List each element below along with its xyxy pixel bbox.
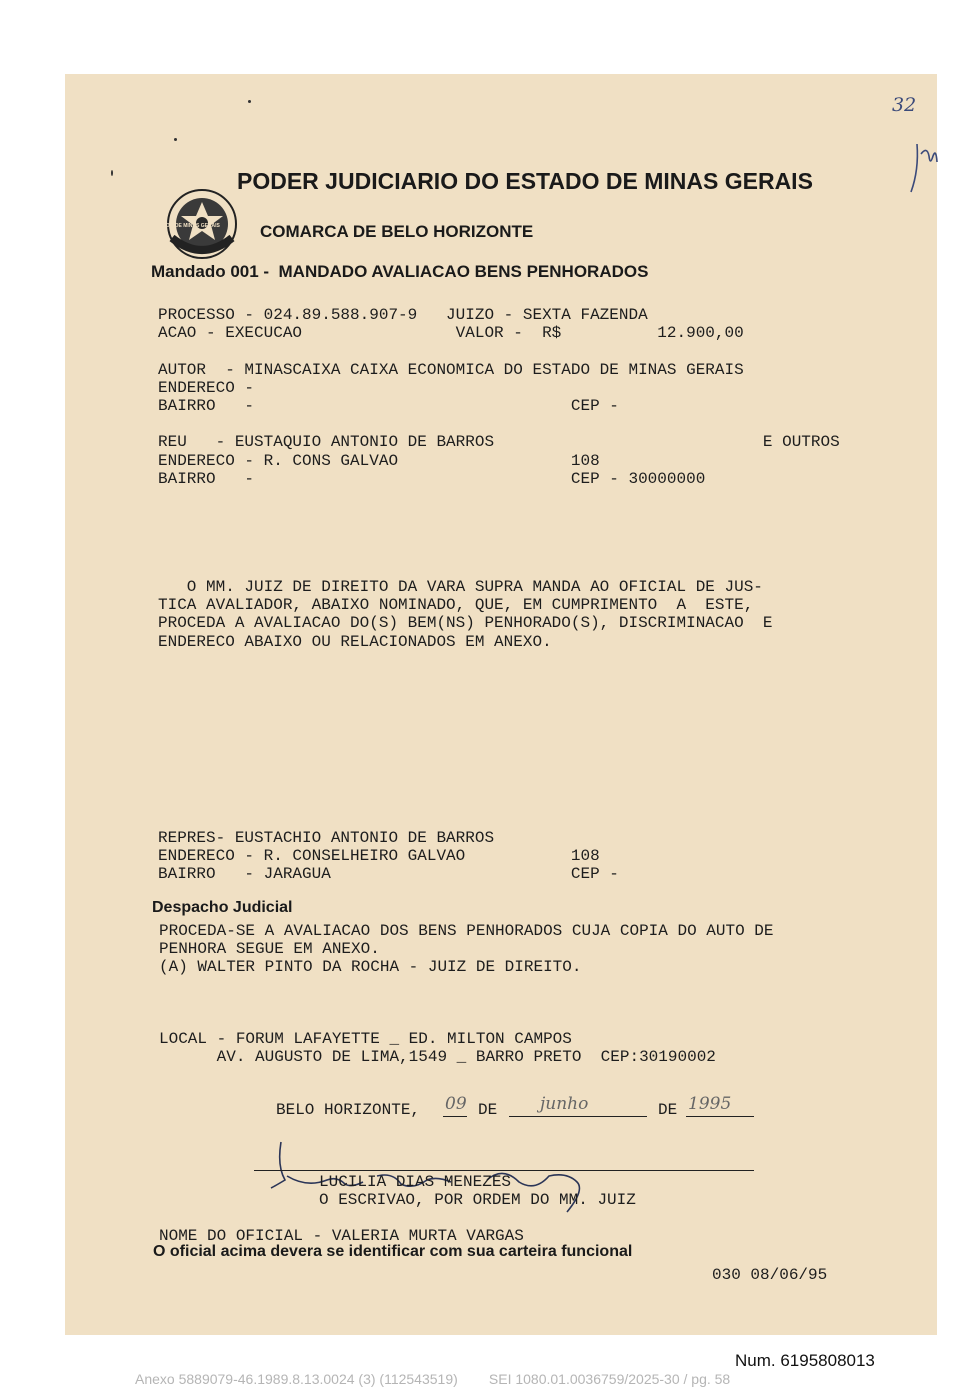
- repres-line: REPRES- EUSTACHIO ANTONIO DE BARROS: [158, 829, 495, 847]
- despacho-heading: Despacho Judicial: [152, 899, 293, 916]
- seal-text: ESTADO DE MINAS GERAIS: [153, 223, 220, 229]
- initials-mark: [884, 122, 943, 203]
- local-line-2: AV. AUGUSTO DE LIMA,1549 _ BARRO PRETO CEP:30190002: [159, 1048, 716, 1066]
- oficial-warning: O oficial acima devera se identificar com sua carteira funcional: [153, 1243, 633, 1260]
- repres-endereco: ENDERECO - R. CONSELHEIRO GALVAO 108: [158, 847, 600, 865]
- date-de-1: DE: [478, 1101, 498, 1119]
- date-city: BELO HORIZONTE,: [276, 1101, 421, 1119]
- autor-line: AUTOR - MINASCAIXA CAIXA ECONOMICA DO ESTADO DE MINAS GERAIS: [158, 361, 744, 379]
- date-year: 1995: [688, 1094, 732, 1114]
- acao-line: ACAO - EXECUCAO VALOR - R$ 12.900,00: [158, 324, 744, 342]
- despacho-line-2: PENHORA SEGUE EM ANEXO.: [159, 940, 380, 958]
- body-line-4: ENDERECO ABAIXO OU RELACIONADOS EM ANEXO.: [158, 633, 552, 651]
- autor-endereco: ENDERECO -: [158, 379, 255, 397]
- footer-reference: Anexo 5889079-46.1989.8.13.0024 (3) (112543519) SEI 1080.01.0036759/2025-30 / pg. 58: [135, 1371, 731, 1387]
- body-line-2: TICA AVALIADOR, ABAIXO NOMINADO, QUE, EM CUMPRIMENTO A ESTE,: [158, 596, 754, 614]
- processo-line: PROCESSO - 024.89.588.907-9 JUIZO - SEXTA FAZENDA: [158, 306, 648, 324]
- signature-line: [254, 1170, 754, 1171]
- date-month: junho: [540, 1094, 589, 1114]
- month-underline: [509, 1116, 647, 1117]
- local-line-1: LOCAL - FORUM LAFAYETTE _ ED. MILTON CAMPOS: [159, 1030, 572, 1048]
- speck: [174, 138, 177, 141]
- form-code: 030 08/06/95: [712, 1266, 828, 1284]
- state-seal: [143, 168, 223, 246]
- repres-bairro: BAIRRO - JARAGUA CEP -: [158, 865, 619, 883]
- day-underline: [443, 1116, 467, 1117]
- document-number: Num. 6195808013: [735, 1351, 875, 1370]
- document-title: PODER JUDICIARIO DO ESTADO DE MINAS GERAIS: [237, 168, 813, 194]
- autor-bairro: BAIRRO - CEP -: [158, 397, 619, 415]
- date-day: 09: [445, 1094, 467, 1114]
- year-underline: [686, 1116, 754, 1117]
- body-line-3: PROCEDA A AVALIACAO DO(S) BEM(NS) PENHORADO(S), DISCRIMINACAO E: [158, 614, 773, 632]
- handwritten-page-number: 32: [892, 94, 917, 116]
- speck: [248, 100, 251, 103]
- despacho-line-3: (A) WALTER PINTO DA ROCHA - JUIZ DE DIREITO.: [159, 958, 582, 976]
- despacho-line-1: PROCEDA-SE A AVALIACAO DOS BENS PENHORADOS CUJA COPIA DO AUTO DE: [159, 922, 774, 940]
- oficial-line: NOME DO OFICIAL - VALERIA MURTA VARGAS: [159, 1227, 524, 1245]
- comarca-subtitle: COMARCA DE BELO HORIZONTE: [260, 222, 534, 241]
- body-line-1: O MM. JUIZ DE DIREITO DA VARA SUPRA MANDA AO OFICIAL DE JUS-: [158, 578, 763, 596]
- date-de-2: DE: [658, 1101, 678, 1119]
- signatory-role: O ESCRIVAO, POR ORDEM DO MM. JUIZ: [319, 1191, 636, 1209]
- reu-line: REU - EUSTAQUIO ANTONIO DE BARROS E OUTROS: [158, 433, 840, 451]
- mandado-heading: Mandado 001 - MANDADO AVALIACAO BENS PENHORADOS: [151, 262, 649, 281]
- reu-endereco: ENDERECO - R. CONS GALVAO 108: [158, 452, 600, 470]
- reu-bairro: BAIRRO - CEP - 30000000: [158, 470, 706, 488]
- signatory-name: LUCILIA DIAS MENEZES: [319, 1173, 512, 1191]
- speck: [111, 170, 113, 176]
